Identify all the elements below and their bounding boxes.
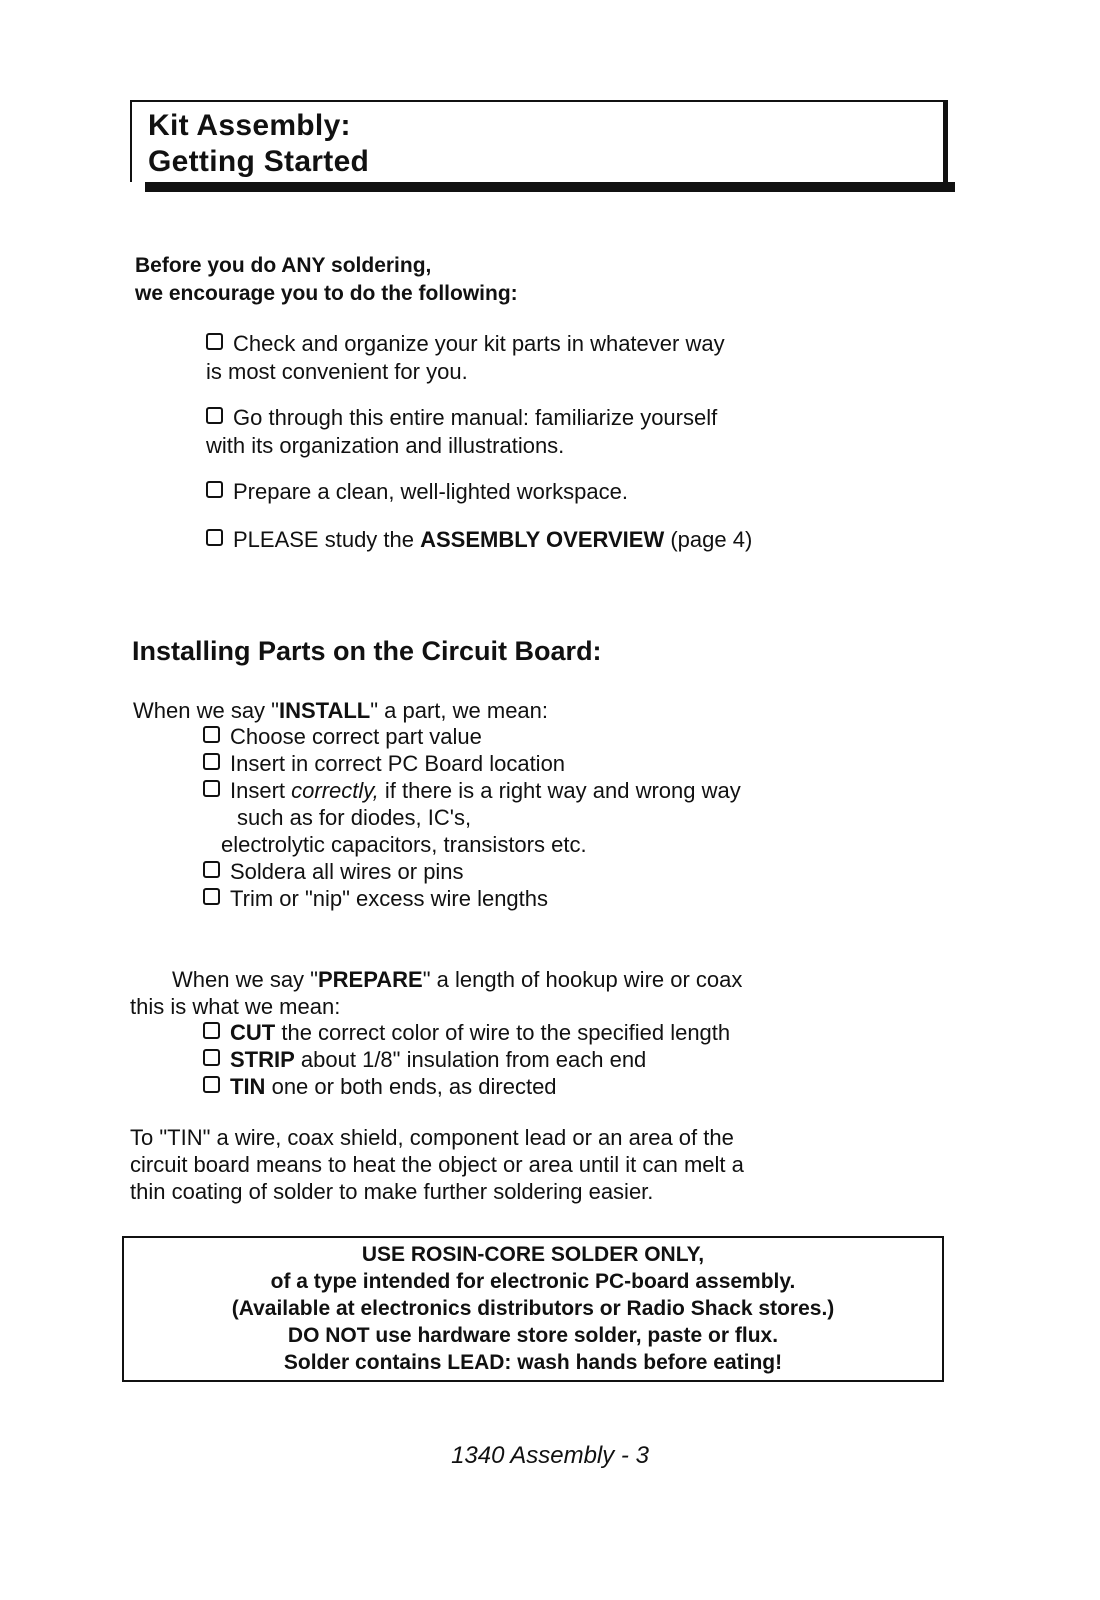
install-step [203,777,741,804]
checklist-item [206,478,752,506]
title-box [130,100,948,182]
checklist-text-cont: with its organization and illustrations. [206,433,565,458]
install-step-cont: electrolytic capacitors, transistors etc. [221,832,587,857]
prepare-step-bold: STRIP [230,1047,295,1072]
prep-checklist [206,330,752,572]
checkbox-icon[interactable] [203,753,220,770]
install-step-text: Trim or "nip" excess wire lengths [230,886,549,911]
prepare-step [203,1019,730,1046]
solder-warning-box [122,1236,944,1382]
title-line-2: Getting Started [148,145,370,178]
install-lead [133,697,548,724]
warning-line: (Available at electronics distributors or Radio Shack stores.) [231,1297,835,1320]
prepare-steps [203,1019,730,1100]
prepare-step-bold: TIN [230,1074,266,1099]
install-step-italic: correctly, [291,778,379,803]
prepare-lead-line-2: this is what we mean: [130,994,341,1019]
install-lead-suffix: " a part, we mean: [370,698,549,723]
intro-line-1: Before you do ANY soldering, [135,254,432,277]
checklist-text: Prepare a clean, well-lighted workspace. [233,479,628,504]
checkbox-icon[interactable] [203,1049,220,1066]
checkbox-icon[interactable] [203,861,220,878]
prepare-lead-bold: PREPARE [317,967,423,992]
checkbox-icon[interactable] [203,1076,220,1093]
checkbox-icon[interactable] [203,888,220,905]
prepare-step-text: the correct color of wire to the specified length [281,1020,731,1045]
checklist-text-prefix: PLEASE study the [233,527,414,552]
install-step [203,885,741,912]
prepare-step-text: about 1/8" insulation from each end [300,1047,647,1072]
warning-line: DO NOT use hardware store solder, paste or flux. [287,1324,779,1347]
install-step-text: Insert in correct PC Board location [230,751,566,776]
install-step [203,723,741,750]
checkbox-icon[interactable] [206,481,223,498]
checklist-item [206,526,752,554]
install-steps [203,723,741,912]
prepare-lead-suffix: " a length of hookup wire or coax [422,967,743,992]
checklist-text-cont: is most convenient for you. [206,359,468,384]
title-underline-bar [145,182,955,192]
checklist-text: Go through this entire manual: familiarize yourself [233,405,718,430]
intro-text [135,252,518,308]
checkbox-icon[interactable] [203,1022,220,1039]
checklist-text-suffix: (page 4) [670,527,753,552]
install-step-prefix: Insert [230,778,286,803]
prepare-step [203,1073,730,1100]
checklist-text-bold: ASSEMBLY OVERVIEW [420,527,665,552]
tin-definition-line: thin coating of solder to make further soldering easier. [130,1179,654,1204]
install-step-text: Choose correct part value [230,724,482,749]
install-lead-bold: INSTALL [278,698,371,723]
intro-line-2: we encourage you to do the following: [135,282,518,305]
checkbox-icon[interactable] [206,333,223,350]
checkbox-icon[interactable] [206,407,223,424]
tin-definition-line: To "TIN" a wire, coax shield, component lead or an area of the [130,1125,734,1150]
install-step [203,750,741,777]
checkbox-icon[interactable] [206,529,223,546]
tin-definition [130,1124,744,1205]
prepare-step-text: one or both ends, as directed [271,1074,557,1099]
install-step-text: Soldera all wires or pins [230,859,464,884]
checkbox-icon[interactable] [203,726,220,743]
section-heading: Installing Parts on the Circuit Board: [132,636,602,666]
title-line-1: Kit Assembly: [148,109,351,142]
prepare-lead-prefix: When we say " [172,967,318,992]
warning-line: USE ROSIN-CORE SOLDER ONLY, [361,1243,705,1266]
page-footer: 1340 Assembly - 3 [451,1442,649,1469]
install-step-cont: such as for diodes, IC's, [237,805,472,830]
prepare-lead [130,966,742,1020]
warning-line: of a type intended for electronic PC-board assembly. [270,1270,796,1293]
prepare-lead-line-1 [130,966,742,993]
install-step-suffix: if there is a right way and wrong way [384,778,741,803]
tin-definition-line: circuit board means to heat the object or area until it can melt a [130,1152,744,1177]
checklist-item [206,330,752,386]
install-step [203,858,741,885]
checkbox-icon[interactable] [203,780,220,797]
checklist-item [206,404,752,460]
install-lead-prefix: When we say " [133,698,279,723]
warning-line: Solder contains LEAD: wash hands before eating! [283,1351,783,1374]
checklist-text: Check and organize your kit parts in whatever way [233,331,725,356]
prepare-step-bold: CUT [230,1020,276,1045]
prepare-step [203,1046,730,1073]
